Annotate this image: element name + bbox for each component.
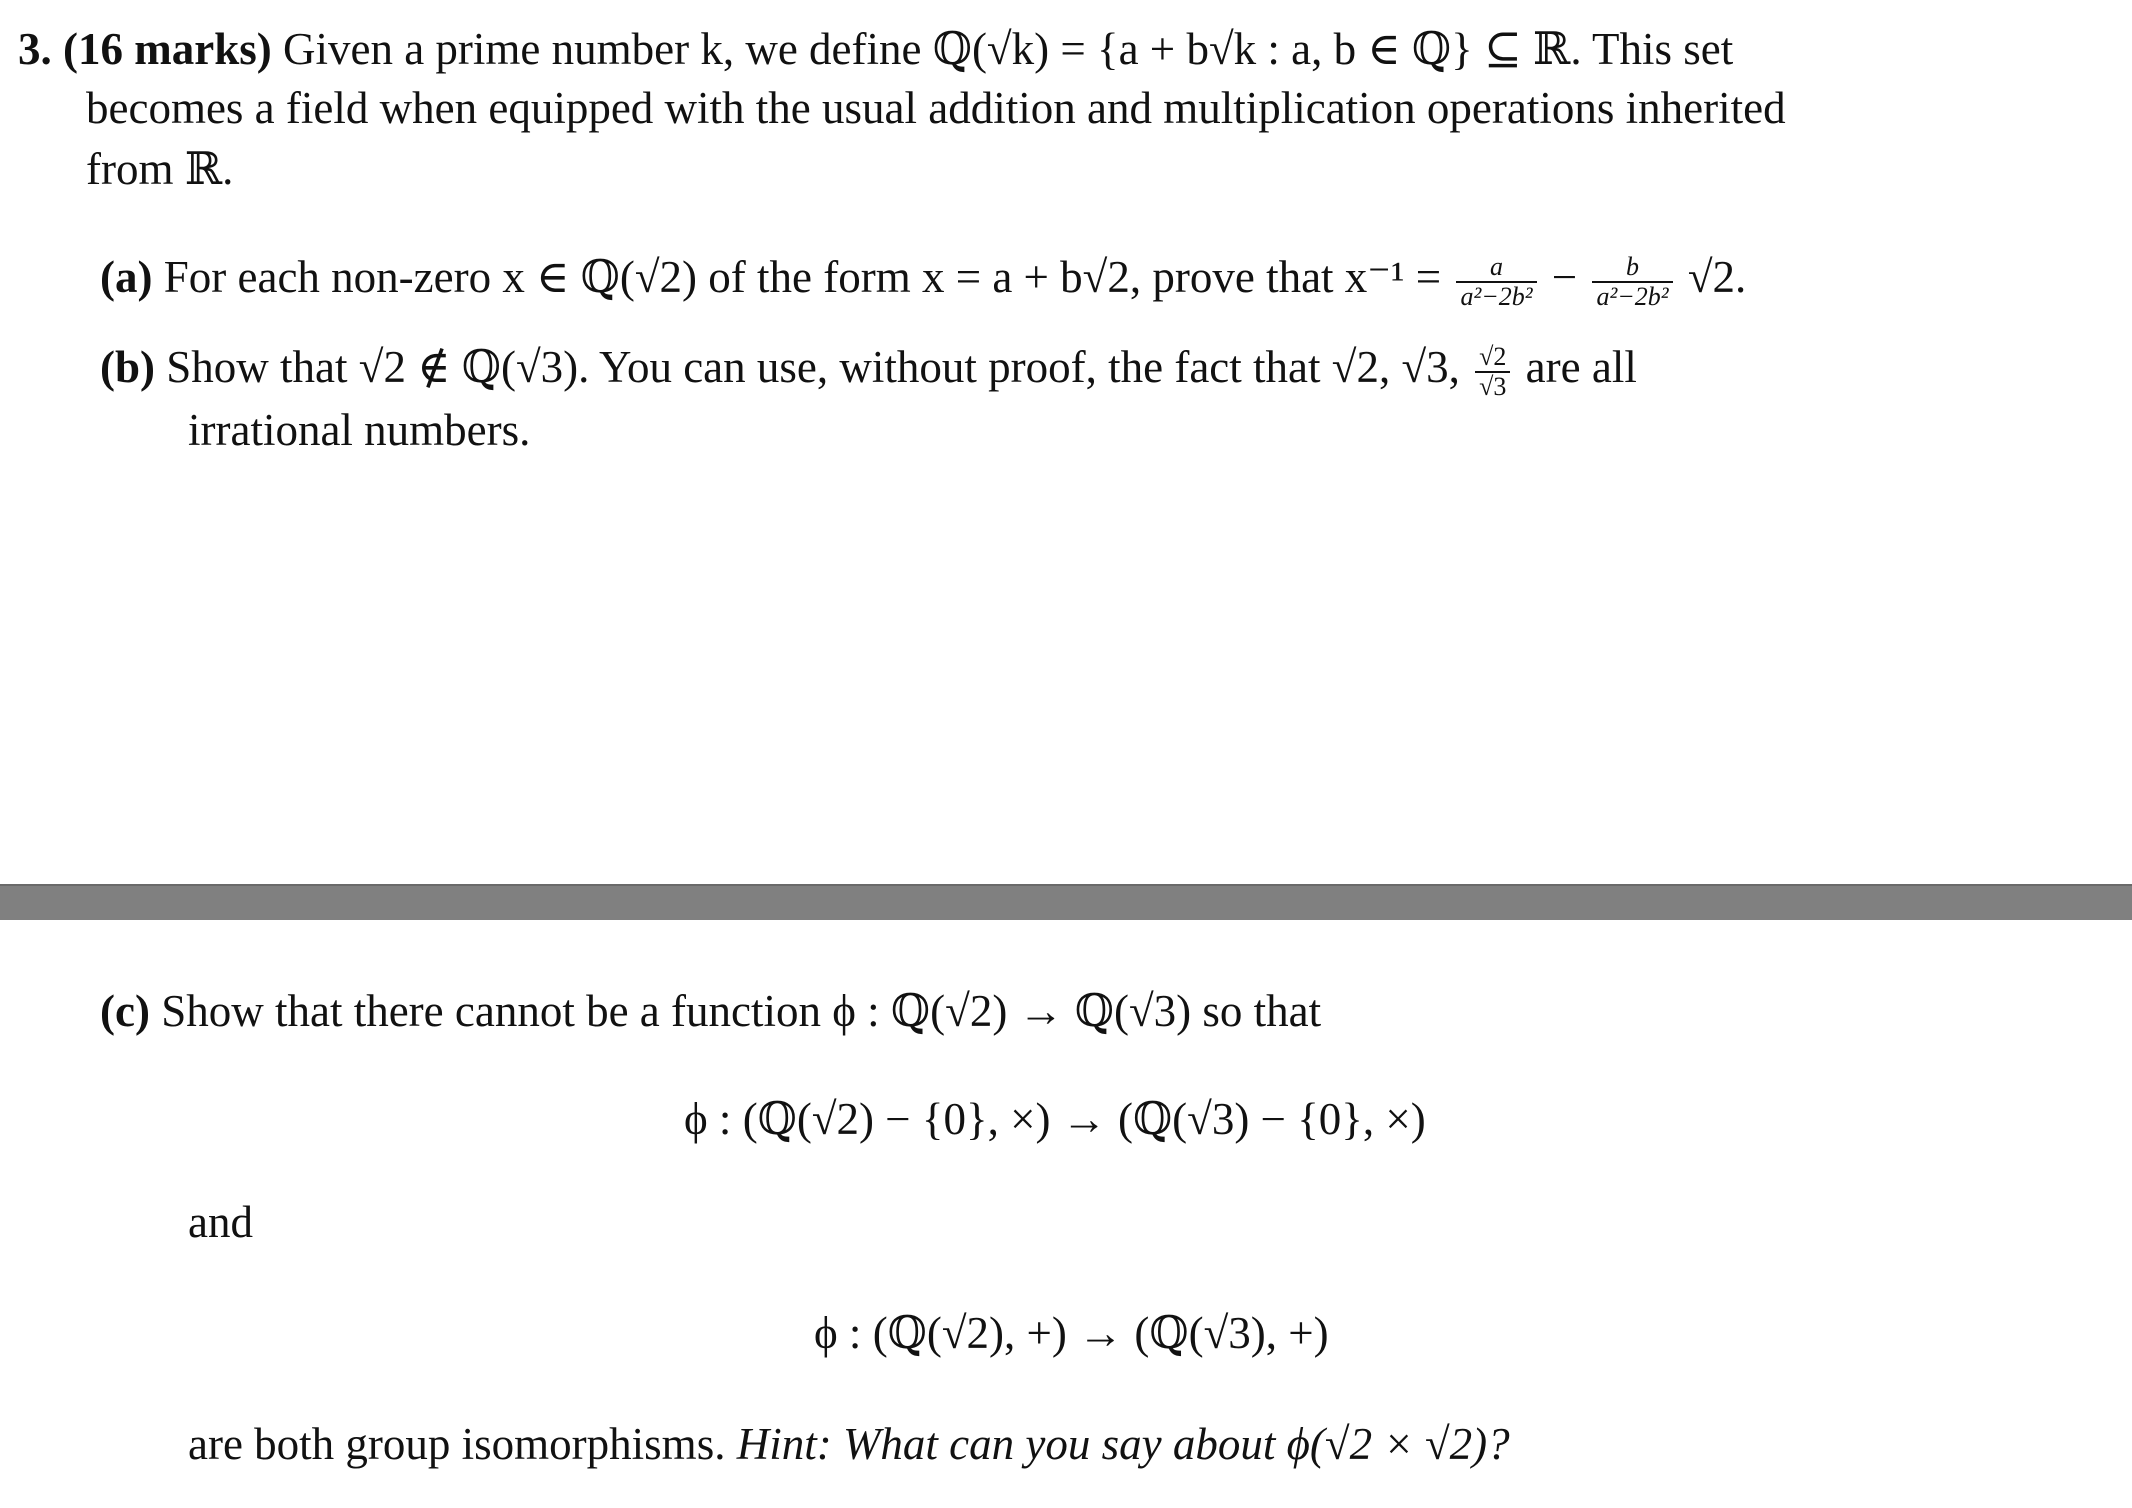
question-intro-line-2: becomes a field when equipped with the usual addition and multiplication operations inherited <box>86 83 1786 133</box>
equation-multiplicative-isomorphism: ϕ : (ℚ(√2) − {0}, ×) → (ℚ(√3) − {0}, ×) <box>684 1094 1426 1144</box>
minus-sign: − <box>1551 252 1578 302</box>
part-b-label: (b) <box>100 342 155 392</box>
fraction-numerator: a <box>1490 251 1503 281</box>
part-c-hint: Hint: What can you say about ϕ(√2 × √2)? <box>736 1419 1510 1469</box>
part-c-text: Show that there cannot be a function ϕ : ℚ(√2) → ℚ(√3) so that <box>161 986 1322 1036</box>
part-a-fraction-1 <box>1456 253 1536 311</box>
part-c-line-1 <box>100 984 1321 1037</box>
fraction-denominator: a²−2b² <box>1456 281 1536 311</box>
part-a <box>100 250 1746 311</box>
equation-additive-isomorphism: ϕ : (ℚ(√2), +) → (ℚ(√3), +) <box>814 1308 1329 1358</box>
page-break-divider <box>0 886 2132 920</box>
part-b-line-2: irrational numbers. <box>188 405 531 455</box>
part-a-tail: √2. <box>1687 252 1747 302</box>
fraction-denominator: a²−2b² <box>1592 281 1672 311</box>
part-b-fraction <box>1475 343 1510 401</box>
part-a-fraction-2 <box>1592 253 1672 311</box>
part-c-closing <box>188 1418 1510 1470</box>
part-c-closing-text: are both group isomorphisms. <box>188 1419 726 1469</box>
part-a-text: For each non-zero x ∈ ℚ(√2) of the form x = a + b√2, prove that x⁻¹ = <box>163 252 1442 302</box>
part-c-label: (c) <box>100 986 150 1036</box>
part-c-and: and <box>188 1197 253 1247</box>
fraction-numerator: b <box>1626 251 1640 281</box>
fraction-denominator: √3 <box>1475 371 1510 401</box>
question-line-1 <box>18 22 1733 75</box>
question-intro-line-3: from ℝ. <box>86 144 234 194</box>
part-b-text: Show that √2 ∉ ℚ(√3). You can use, without proof, the fact that √2, √3, <box>166 342 1460 392</box>
part-b-line-1 <box>100 340 1637 401</box>
part-b-tail: are all <box>1525 342 1637 392</box>
question-intro-line-1: Given a prime number k, we define ℚ(√k) = {a + b√k : a, b ∈ ℚ} ⊆ ℝ. This set <box>282 24 1734 74</box>
question-number: 3. <box>18 24 52 74</box>
fraction-numerator: √2 <box>1479 341 1507 371</box>
part-a-label: (a) <box>100 252 153 302</box>
question-marks: (16 marks) <box>63 24 272 74</box>
